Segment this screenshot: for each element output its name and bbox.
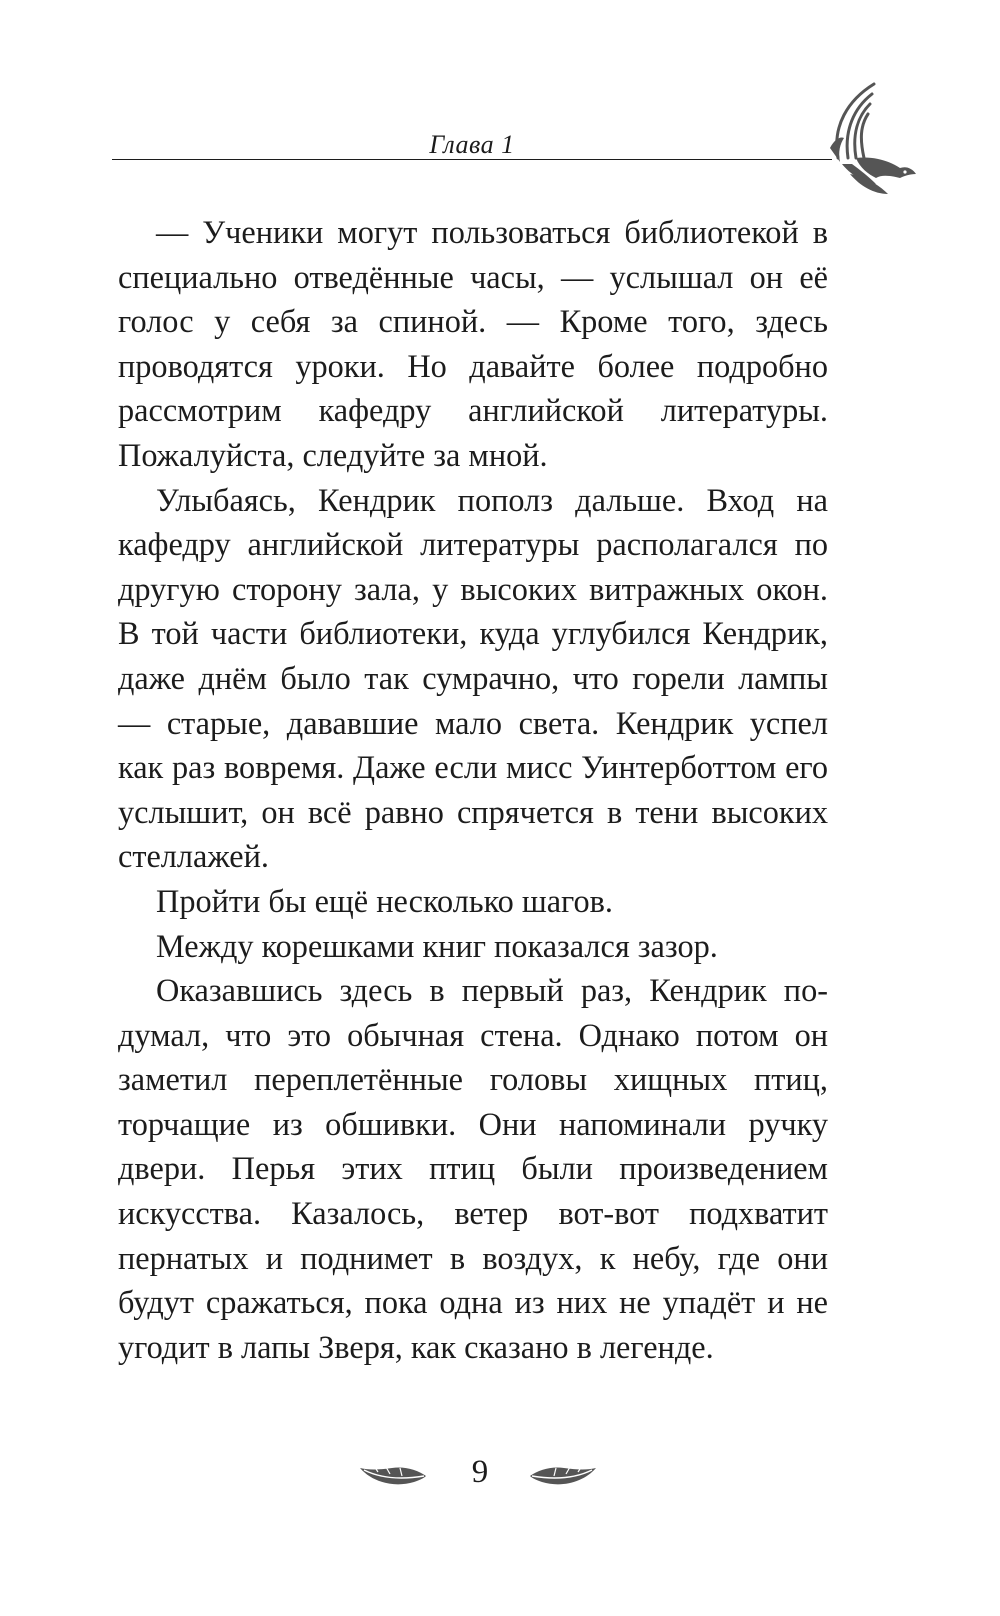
eagle-wing-icon: [822, 78, 918, 200]
paragraph: Улыбаясь, Кендрик пополз дальше. Вход на кафедру английской литературы располагался по другую сторону зала, у высоких витражных окон. В той части библиотеки, куда углубился Кендрик, даже днём было так сумрачно, что горели лампы — старые, дававшие мало света. Кендрик успел как раз вовремя. Даже если мисс Уинтерботтом его услышит, он всё равно спрячется в тени высоких стеллажей.: [118, 481, 828, 875]
body-text: [118, 210, 828, 1369]
running-head: [112, 126, 832, 162]
page-number: 9: [471, 1454, 489, 1490]
page-footer: [0, 1448, 1000, 1504]
paragraph: Пройти бы ещё несколько шагов.: [156, 882, 613, 919]
paragraph: Между корешками книг показался зазор.: [156, 927, 718, 964]
paragraph: Оказавшись здесь в первый раз, Кендрик подумал, что это обычная стена. Однако потом он заметил переплетённые головы хищных птиц, торчащие из обшивки. Они напоминали ручку двери. Перья этих птиц были произведением искусства. Казалось, ветер вот-вот подхватит пернатых и поднимет в воздух, к небу, где они будут сражаться, пока одна из них не упадёт и не угодит в лапы Зверя, как сказано в легенде.: [118, 972, 828, 1365]
feather-icon: [528, 1458, 598, 1492]
feather-icon: [358, 1458, 428, 1492]
paragraph: — Ученики могут пользоваться библиотекой в специально отведённые часы, — услышал он её голос у себя за спиной. — Кроме того, здесь проводятся уроки. Но давайте более подробно рассмотрим кафедру английской литературы. Пожалуйста, следуйте за мной.: [118, 214, 828, 473]
chapter-title: Глава 1: [429, 130, 515, 159]
header-rule: [112, 159, 832, 160]
